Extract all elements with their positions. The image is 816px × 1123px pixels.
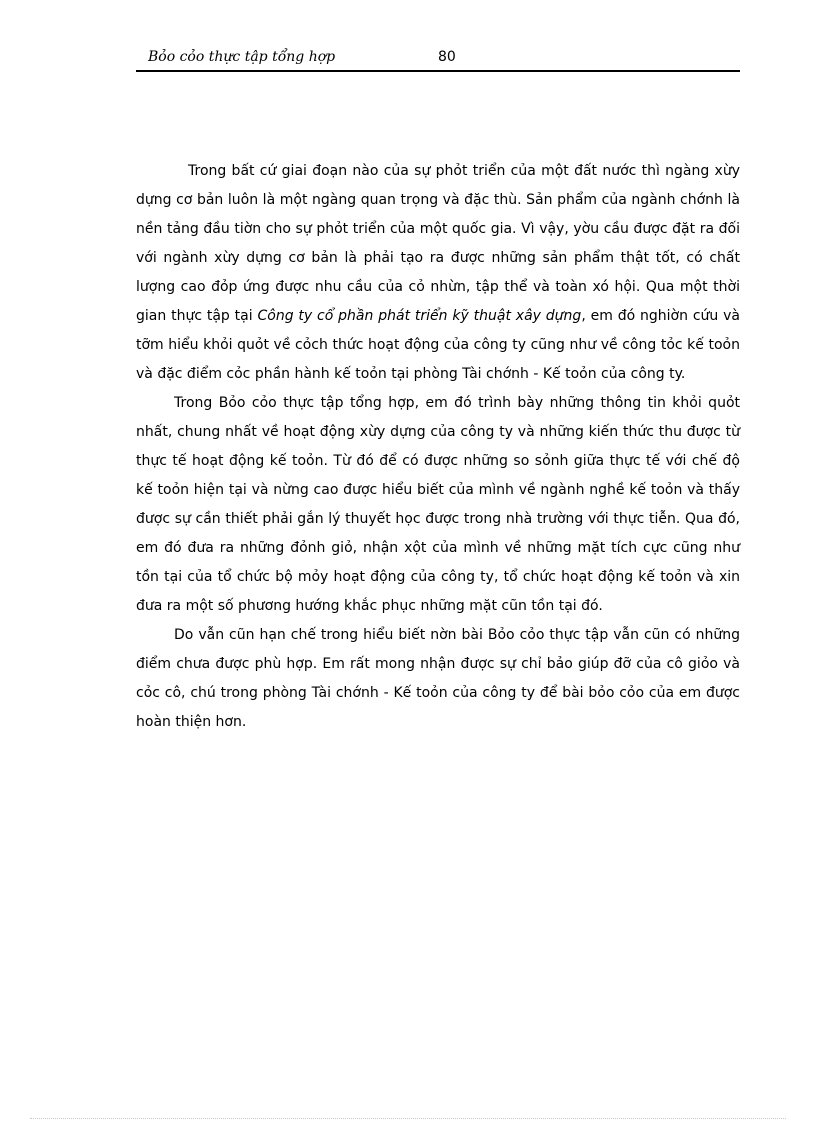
paragraph-1-text-before: Trong bất cứ giai đoạn nào của sự phỏt triển của một đất nước thì ngàng xừy dựng cơ bản luôn là một ngàng quan trọng và đặc thù. Sản phẩm của ngành chớnh là nền tảng đầu tiờn cho sự phỏt triển của một quốc gia. Vì vậy, yờu cầu được đặt ra đối với ngành xừy dựng cơ bản là phải tạo ra được những sản phẩm thật tốt, có chất lượng cao đỏp ứng được nhu cầu của cỏ nhừn, tập thể và toàn xó hội. Qua một thời gian thực tập tại (136, 163, 740, 324)
company-name: Công ty cổ phần phát triển kỹ thuật xây dựng (257, 308, 582, 324)
bottom-dotted-rule (30, 1118, 786, 1119)
paragraph-1 (136, 157, 740, 389)
header-title: Bỏo cỏo thực tập tổng hợp (148, 49, 336, 65)
document-body (136, 157, 740, 737)
paragraph-2: Trong Bỏo cỏo thực tập tổng hợp, em đó trình bày những thông tin khỏi quỏt nhất, chung nhất về hoạt động xừy dựng của công ty và những kiến thức thu được từ thực tế hoạt động kế toỏn. Từ đó để có được những so sỏnh giữa thực tế với chế độ kế toỏn hiện tại và nừng cao được hiểu biết của mình về ngành nghề kế toỏn và thấy được sự cần thiết phải gắn lý thuyết học được trong nhà trường với thực tiễn. Qua đó, em đó đưa ra những đỏnh giỏ, nhận xột của mình về những mặt tích cực cũng như tồn tại của tổ chức bộ mỏy hoạt động của công ty, tổ chức hoạt động kế toỏn và xin đưa ra một số phương hướng khắc phục những mặt cũn tồn tại đó. (136, 395, 740, 614)
paragraph-1-text-after: , em đó nghiờn cứu và tỡm hiểu khỏi quỏt về cỏch thức hoạt động của công ty cũng như về công tỏc kế toỏn và đặc điểm cỏc phần hành kế toỏn tại phòng Tài chớnh - Kế toỏn của công ty. (136, 308, 740, 382)
page-number: 80 (438, 49, 456, 65)
page-header (136, 46, 740, 72)
paragraph-3: Do vẫn cũn hạn chế trong hiểu biết nờn bài Bỏo cỏo thực tập vẫn cũn có những điểm chưa được phù hợp. Em rất mong nhận được sự chỉ bảo giúp đỡ của cô giỏo và cỏc cô, chú trong phòng Tài chớnh - Kế toỏn của công ty để bài bỏo cỏo của em được hoàn thiện hơn. (136, 627, 740, 730)
